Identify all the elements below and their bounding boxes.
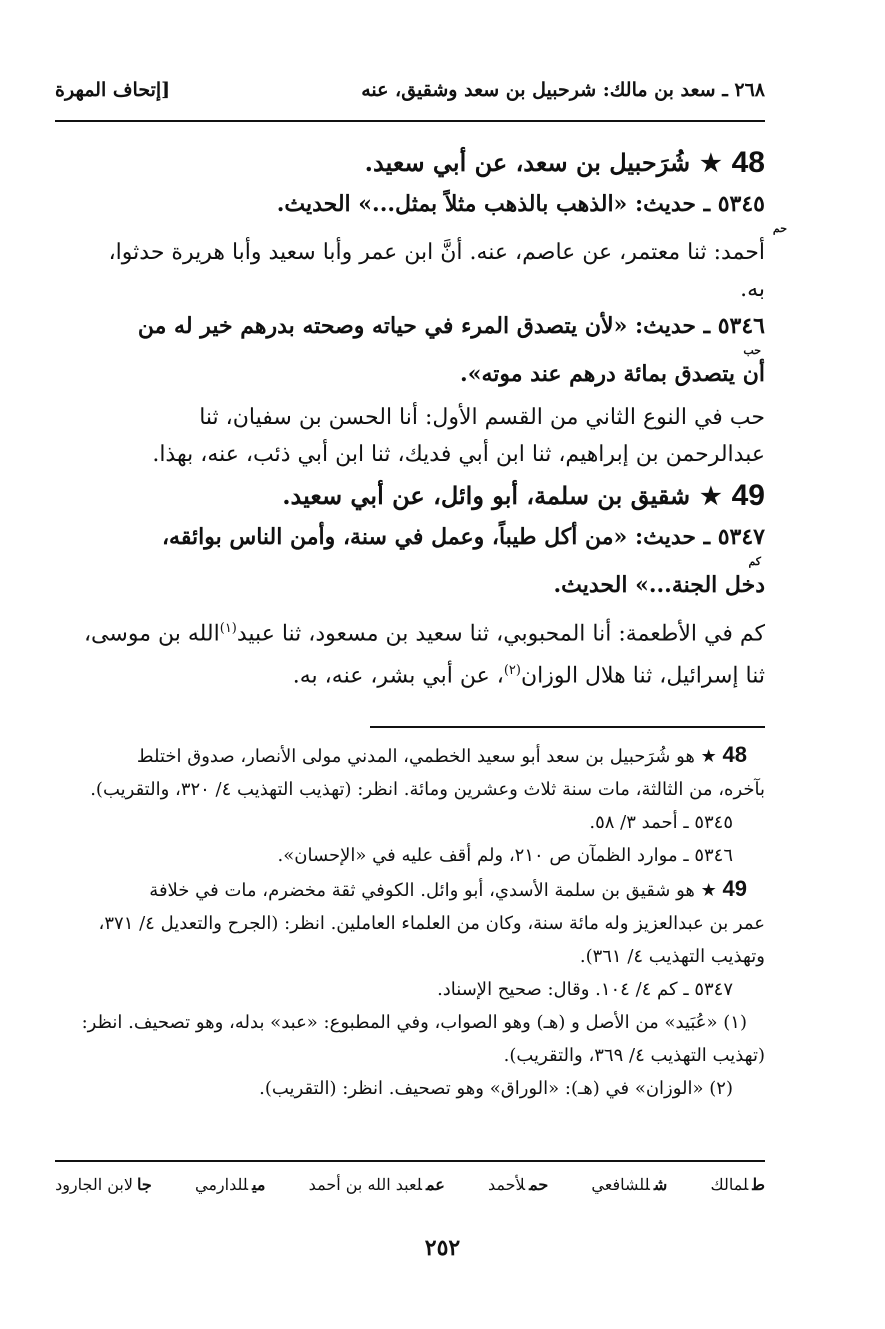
hadith-5347-title-line1: ٥٣٤٧ ـ حديث: «من أكل طيباً، وعمل في سنة، وأمن الناس بوائقه، [161, 524, 765, 550]
note-5347: ٥٣٤٧ ـ كم ٤/ ١٠٤. وقال: صحيح الإسناد. [437, 979, 733, 1000]
note-text: هو شُرَحبيل بن سعد أبو سعيد الخطمي، المدني مولى الأنصار، صدوق اختلط [136, 746, 695, 767]
note-49-line3: وتهذيب التهذيب ٤/ ٣٦١). [579, 946, 765, 967]
legend-item: عملعبد الله بن أحمد [308, 1175, 445, 1194]
narrator-number: 48 [731, 146, 765, 179]
footnotes [55, 738, 765, 1105]
legend-item: جالابن الجارود [55, 1175, 152, 1194]
narrator-heading-48 [55, 140, 765, 186]
hadith-5347-chain-line1 [55, 610, 765, 652]
footnote-2: (٢) «الوزان» في (هـ): «الوراق» وهو تصحيف. انظر: (التقريب). [259, 1078, 733, 1099]
legend-item: شللشافعي [591, 1175, 668, 1194]
narrator-heading-49 [55, 473, 765, 519]
narrator-name: شقيق بن سلمة، أبو وائل، عن أبي سعيد. [282, 481, 691, 510]
hadith-5345-title: ٥٣٤٥ ـ حديث: «الذهب بالذهب مثلاً بمثل...» الحديث. [276, 191, 765, 217]
source-symbol-km: كم [748, 555, 761, 568]
legend-item: طلمالك [710, 1175, 765, 1194]
legend-item: ميللدارمي [194, 1175, 266, 1194]
note-48-line1 [55, 738, 765, 773]
hadith-5346-title-line2: أن يتصدق بمائة درهم عند موته». [460, 361, 765, 387]
footnote-separator [370, 726, 765, 728]
note-5345: ٥٣٤٥ ـ أحمد ٣/ ٥٨. [589, 812, 733, 833]
header-book-title: [إتحاف المهرة [55, 79, 171, 101]
hadith-5345-chain-line1: أحمد: ثنا معتمر، عن عاصم، عنه. أنَّ ابن عمر وأبا سعيد وأبا هريرة حدثوا، [108, 240, 765, 265]
footnote-1-line2: (تهذيب التهذيب ٤/ ٣٦٩، والتقريب). [503, 1045, 765, 1066]
hadith-5346-chain-line2: عبدالرحمن بن إبراهيم، ثنا ابن أبي فديك، ثنا ابن أبي ذئب، عنه، بهذا. [152, 442, 765, 467]
header-rule [55, 120, 765, 122]
note-48-line2: بآخره، من الثالثة، مات سنة ثلاث وعشرين ومائة. انظر: (تهذيب التهذيب ٤/ ٣٢٠، والتقريب). [90, 779, 765, 800]
header-section-title: ٢٦٨ ـ سعد بن مالك: شرحبيل بن سعد وشقيق، عنه [361, 79, 765, 101]
page-number: ٢٥٢ [424, 1235, 461, 1261]
legend-rule [55, 1160, 765, 1162]
hadith-5345-chain-line2: به. [740, 277, 765, 302]
chain-text: ، عن أبي بشر، عنه، به. [292, 663, 504, 689]
legend-item: حملأحمد [487, 1175, 549, 1194]
chain-text: ثنا إسرائيل، ثنا هلال الوزان [520, 663, 765, 689]
note-number: 48 [722, 742, 747, 767]
chain-text: كم في الأطعمة: أنا المحبوبي، ثنا سعيد بن مسعود، ثنا عبيد [236, 621, 765, 647]
note-49-line2: عمر بن عبدالعزيز وله مائة سنة، وكان من العلماء العاملين. انظر: (الجرح والتعديل ٤/ ٣٧١، [98, 913, 765, 934]
note-5346: ٥٣٤٦ ـ موارد الظمآن ص ٢١٠، ولم أقف عليه في «الإحسان». [277, 845, 733, 866]
note-number: 49 [722, 876, 747, 901]
footnote-ref-2[interactable]: (٢) [503, 663, 521, 679]
hadith-5346-chain-line1: حب في النوع الثاني من القسم الأول: أنا الحسن بن سفيان، ثنا [199, 405, 765, 430]
star-icon: ★ [700, 148, 722, 177]
narrator-name: شُرَحبيل بن سعد، عن أبي سعيد. [364, 148, 691, 177]
source-symbol-hb: حب [743, 344, 761, 357]
footnote-ref-1[interactable]: (١) [219, 621, 237, 636]
hadith-5346-title-line1: ٥٣٤٦ ـ حديث: «لأن يتصدق المرء في حياته وصحته بدرهم خير له من [137, 313, 765, 339]
star-icon: ★ [700, 481, 722, 510]
hadith-5347-title-line2: دخل الجنة...» الحديث. [553, 572, 765, 598]
star-icon: ★ [700, 746, 717, 767]
star-icon: ★ [700, 880, 717, 901]
chain-text: الله بن موسى، [83, 621, 220, 647]
footnote-1-line1: (١) «عُبَيد» من الأصل و (هـ) وهو الصواب، وفي المطبوع: «عبد» بدله، وهو تصحيف. انظر: [81, 1012, 747, 1033]
running-header [55, 70, 765, 110]
narrator-number: 49 [731, 479, 765, 512]
source-symbol-hm: حم [772, 222, 787, 235]
note-text: هو شقيق بن سلمة الأسدي، أبو وائل. الكوفي ثقة مخضرم، مات في خلافة [149, 880, 695, 901]
main-text [55, 140, 787, 695]
note-49-line1 [55, 872, 765, 907]
abbreviation-legend [55, 1175, 765, 1194]
hadith-5347-chain-line2 [55, 652, 765, 694]
